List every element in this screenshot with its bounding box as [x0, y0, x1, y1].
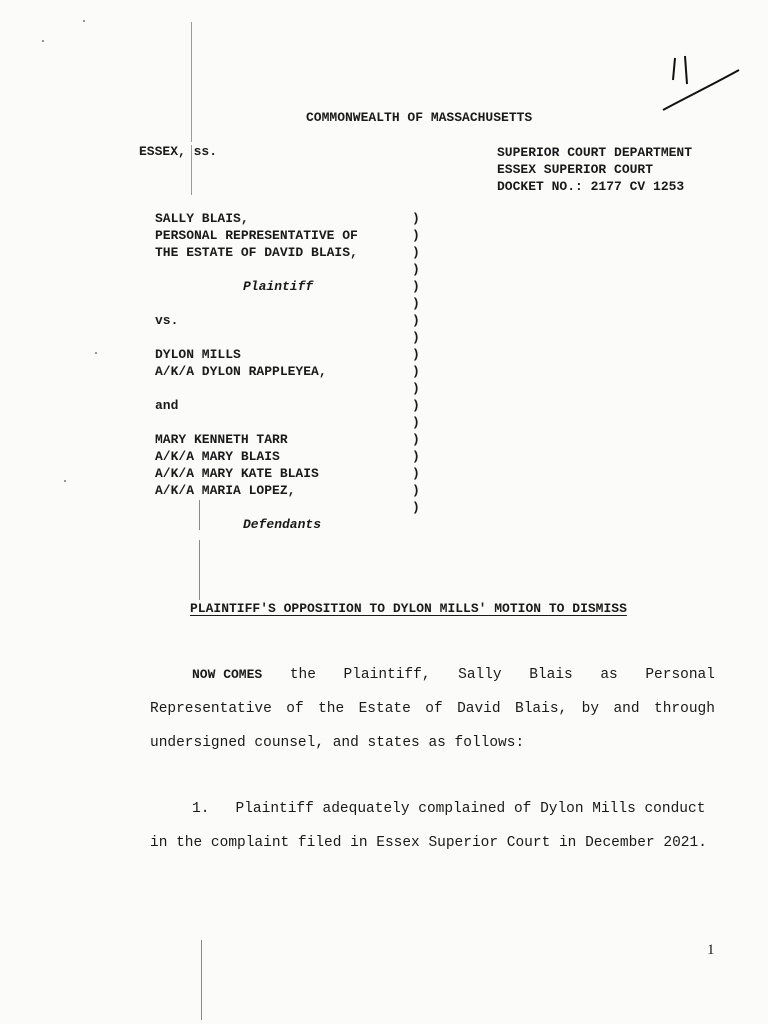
scan-speck [42, 40, 44, 42]
caption-paren: ) [412, 364, 420, 379]
caption-paren: ) [412, 500, 420, 515]
caption-parties [155, 210, 358, 533]
caption-paren: ) [412, 313, 420, 328]
paragraph-1-text-1: Plaintiff adequately complained of Dylon Mills conduct [235, 801, 706, 817]
handwritten-mark [655, 48, 745, 118]
plaintiff-name: SALLY BLAIS, [155, 211, 249, 226]
paragraph-1-line-2: in the complaint filed in Essex Superior Court in December 2021. [150, 835, 707, 851]
intro-word: through [654, 701, 715, 717]
caption-paren: ) [412, 245, 420, 260]
now-comes: NOW COMES [192, 667, 263, 682]
intro-word: Plaintiff, [343, 667, 431, 683]
defendant2-aka-1: A/K/A MARY BLAIS [155, 449, 280, 464]
caption-paren: ) [412, 466, 420, 481]
defendant2-aka-2: A/K/A MARY KATE BLAIS [155, 466, 319, 481]
plaintiff-estate: THE ESTATE OF DAVID BLAIS, [155, 245, 358, 260]
intro-line-3: undersigned counsel, and states as follows: [150, 735, 525, 751]
paragraph-1 [150, 801, 707, 851]
caption-paren: ) [412, 432, 420, 447]
court-name: ESSEX SUPERIOR COURT [497, 162, 654, 177]
document-title: PLAINTIFF'S OPPOSITION TO DYLON MILLS' MOTION TO DISMISS [190, 601, 627, 616]
defendant1-aka: A/K/A DYLON RAPPLEYEA, [155, 364, 327, 379]
county-label: ESSEX, ss. [139, 144, 218, 159]
caption-paren: ) [412, 398, 420, 413]
caption-paren: ) [412, 296, 420, 311]
paragraph-number: 1. [192, 801, 210, 817]
scan-speck [64, 480, 66, 482]
caption-paren: ) [412, 483, 420, 498]
scan-artifact-line [199, 540, 200, 600]
intro-paragraph [150, 667, 715, 751]
conjunction: and [155, 398, 179, 413]
intro-word: by [581, 701, 600, 717]
intro-word: Sally [458, 667, 502, 683]
caption-paren: ) [412, 262, 420, 277]
intro-word: Blais [529, 667, 573, 683]
commonwealth-title: COMMONWEALTH OF MASSACHUSETTS [306, 110, 533, 125]
versus: vs. [155, 313, 179, 328]
intro-word: of [286, 701, 304, 717]
caption-paren: ) [412, 415, 420, 430]
caption-paren: ) [412, 279, 420, 294]
plaintiff-capacity: PERSONAL REPRESENTATIVE OF [155, 228, 358, 243]
plaintiff-role: Plaintiff [243, 279, 314, 294]
intro-line-1 [150, 667, 715, 701]
intro-word: Personal [645, 667, 715, 683]
intro-line-2 [150, 701, 715, 735]
caption-paren: ) [412, 347, 420, 362]
intro-word: Estate [358, 701, 411, 717]
caption-paren: ) [412, 449, 420, 464]
defendant-role: Defendants [243, 517, 322, 532]
intro-word: and [613, 701, 640, 717]
caption-paren-column [412, 210, 420, 516]
docket-number: DOCKET NO.: 2177 CV 1253 [497, 179, 685, 194]
caption-paren: ) [412, 330, 420, 345]
intro-word: the [318, 701, 345, 717]
caption-paren: ) [412, 381, 420, 396]
intro-word: Representative [150, 701, 272, 717]
defendant2-aka-3: A/K/A MARIA LOPEZ, [155, 483, 296, 498]
caption-paren: ) [412, 211, 420, 226]
court-department: SUPERIOR COURT DEPARTMENT [497, 145, 693, 160]
court-block [497, 144, 692, 195]
scan-artifact-line [191, 22, 192, 142]
defendant2-name: MARY KENNETH TARR [155, 432, 288, 447]
paragraph-1-line-1 [150, 801, 707, 835]
defendant1-name: DYLON MILLS [155, 347, 241, 362]
scan-speck [83, 20, 85, 22]
scan-artifact-line [201, 940, 202, 1020]
intro-word: Blais, [515, 701, 568, 717]
intro-word: of [425, 701, 443, 717]
intro-word: as [600, 667, 618, 683]
intro-word: the [289, 667, 316, 683]
page-number: 1 [707, 942, 715, 958]
intro-word: David [457, 701, 501, 717]
scan-speck [95, 352, 97, 354]
caption-paren: ) [412, 228, 420, 243]
